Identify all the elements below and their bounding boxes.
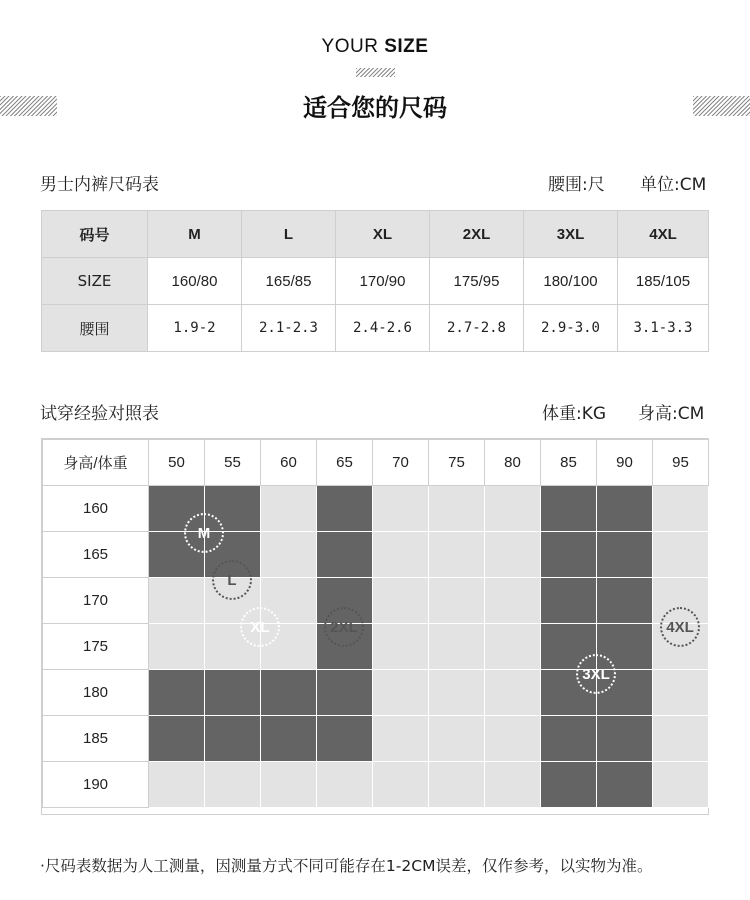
fit-cell-2xl — [485, 716, 541, 762]
fit-cell-xl — [317, 716, 373, 762]
fit-cell-2xl — [373, 624, 429, 670]
weight-header: 65 — [317, 440, 373, 486]
height-header: 180 — [43, 670, 149, 716]
fit-table-row — [43, 716, 709, 762]
fit-cell-2xl — [373, 670, 429, 716]
fit-cell-l — [149, 578, 205, 624]
fit-cell-l — [261, 624, 317, 670]
fit-table-title: 试穿经验对照表 — [40, 404, 159, 424]
fit-cell-3xl — [597, 762, 653, 808]
fit-cell-xl — [317, 670, 373, 716]
fit-cell-xl — [205, 716, 261, 762]
height-header: 170 — [43, 578, 149, 624]
fit-cell-l — [261, 578, 317, 624]
size-unit: 单位:CM — [640, 175, 707, 195]
fit-cell-2xl — [373, 578, 429, 624]
fit-cell-4xl — [653, 670, 709, 716]
fit-table-row — [43, 762, 709, 808]
size-badge-l: L — [212, 560, 252, 600]
height-header: 175 — [43, 624, 149, 670]
fit-cell-2xl — [429, 624, 485, 670]
fit-cell-2xl — [149, 762, 205, 808]
height-header: 165 — [43, 532, 149, 578]
size-col-header: 4XL — [618, 211, 709, 258]
size-cell: 165/85 — [242, 258, 336, 305]
fit-table — [42, 439, 709, 808]
fit-cell-3xl — [597, 624, 653, 670]
size-badge-4xl: 4XL — [660, 607, 700, 647]
fit-cell-3xl — [541, 762, 597, 808]
fit-cell-3xl — [597, 670, 653, 716]
fit-cell-2xl — [373, 716, 429, 762]
fit-cell-l — [149, 624, 205, 670]
fit-cell-3xl — [541, 532, 597, 578]
fit-cell-xl — [149, 716, 205, 762]
waist-cell: 3.1-3.3 — [618, 305, 709, 352]
fit-cell-2xl — [373, 532, 429, 578]
fit-cell-l — [205, 578, 261, 624]
fit-cell-m — [149, 532, 205, 578]
weight-header: 90 — [597, 440, 653, 486]
fit-cell-2xl — [373, 486, 429, 532]
size-table — [41, 210, 709, 352]
fit-cell-3xl — [541, 578, 597, 624]
size-col-header: 3XL — [524, 211, 618, 258]
height-header: 185 — [43, 716, 149, 762]
height-unit: 身高:CM — [638, 404, 705, 424]
fit-cell-3xl — [597, 716, 653, 762]
weight-header: 80 — [485, 440, 541, 486]
size-col-header: XL — [336, 211, 430, 258]
size-cell: 175/95 — [430, 258, 524, 305]
fit-cell-2xl — [429, 578, 485, 624]
fit-cell-4xl — [653, 532, 709, 578]
title-hatch-small — [356, 68, 395, 77]
size-cell: 185/105 — [618, 258, 709, 305]
footer-note: ·尺码表数据为人工测量，因测量方式不同可能存在1-2CM误差，仅作参考，以实物为准。 — [40, 857, 653, 875]
waist-cell: 2.4-2.6 — [336, 305, 430, 352]
fit-cell-xl — [261, 670, 317, 716]
fit-cell-4xl — [653, 624, 709, 670]
fit-cell-3xl — [541, 670, 597, 716]
fit-cell-2xl — [485, 670, 541, 716]
size-badge-m: M — [184, 513, 224, 553]
fit-cell-l — [261, 486, 317, 532]
size-table-title: 男士内裤尺码表 — [40, 175, 159, 195]
fit-cell-4xl — [653, 486, 709, 532]
fit-corner-label: 身高/体重 — [43, 440, 149, 486]
waist-cell: 1.9-2 — [148, 305, 242, 352]
weight-header: 55 — [205, 440, 261, 486]
weight-header: 60 — [261, 440, 317, 486]
fit-cell-xl — [205, 670, 261, 716]
fit-cell-3xl — [597, 532, 653, 578]
weight-unit: 体重:KG — [542, 404, 607, 424]
fit-table-row — [43, 624, 709, 670]
fit-cell-2xl — [485, 486, 541, 532]
fit-table-header — [43, 440, 709, 486]
fit-cell-l — [261, 532, 317, 578]
title-cn: 适合您的尺码 — [303, 94, 447, 122]
fit-cell-2xl — [485, 578, 541, 624]
fit-cell-4xl — [653, 716, 709, 762]
height-header: 160 — [43, 486, 149, 532]
waist-cell: 2.1-2.3 — [242, 305, 336, 352]
fit-cell-2xl — [429, 716, 485, 762]
size-row-header: 腰围 — [42, 305, 148, 352]
fit-cell-2xl — [429, 670, 485, 716]
fit-table-frame — [41, 438, 709, 815]
waist-cell: 2.7-2.8 — [430, 305, 524, 352]
fit-cell-2xl — [485, 624, 541, 670]
fit-cell-xl — [149, 670, 205, 716]
fit-cell-4xl — [653, 578, 709, 624]
waist-unit: 腰围:尺 — [548, 175, 605, 195]
size-col-header: M — [148, 211, 242, 258]
title-en — [0, 36, 750, 58]
size-col-header: L — [242, 211, 336, 258]
fit-cell-m — [205, 532, 261, 578]
fit-cell-2xl — [317, 762, 373, 808]
fit-cell-l — [205, 624, 261, 670]
size-table-header — [42, 211, 709, 258]
fit-cell-2xl — [429, 532, 485, 578]
fit-cell-xl — [317, 578, 373, 624]
weight-header: 95 — [653, 440, 709, 486]
fit-table-row — [43, 532, 709, 578]
weight-header: 75 — [429, 440, 485, 486]
size-col-header: 码号 — [42, 211, 148, 258]
size-table-row — [42, 305, 709, 352]
fit-cell-3xl — [541, 486, 597, 532]
fit-cell-2xl — [429, 486, 485, 532]
fit-cell-3xl — [541, 716, 597, 762]
fit-cell-2xl — [485, 762, 541, 808]
size-cell: 170/90 — [336, 258, 430, 305]
fit-cell-2xl — [205, 762, 261, 808]
size-badge-xl: XL — [240, 607, 280, 647]
weight-header: 85 — [541, 440, 597, 486]
fit-cell-xl — [317, 624, 373, 670]
size-table-row — [42, 258, 709, 305]
fit-cell-xl — [261, 716, 317, 762]
fit-cell-3xl — [597, 486, 653, 532]
size-badge-2xl: 2XL — [324, 607, 364, 647]
size-cell: 180/100 — [524, 258, 618, 305]
fit-cell-2xl — [261, 762, 317, 808]
fit-cell-xl — [317, 486, 373, 532]
fit-table-row — [43, 486, 709, 532]
fit-cell-2xl — [373, 762, 429, 808]
weight-header: 50 — [149, 440, 205, 486]
fit-cell-2xl — [429, 762, 485, 808]
title-en-bold: SIZE — [384, 36, 429, 57]
fit-table-row — [43, 670, 709, 716]
fit-cell-3xl — [597, 578, 653, 624]
fit-cell-3xl — [541, 624, 597, 670]
size-cell: 160/80 — [148, 258, 242, 305]
fit-cell-4xl — [653, 762, 709, 808]
fit-table-row — [43, 578, 709, 624]
height-header: 190 — [43, 762, 149, 808]
fit-cell-m — [205, 486, 261, 532]
waist-cell: 2.9-3.0 — [524, 305, 618, 352]
size-badge-3xl: 3XL — [576, 654, 616, 694]
size-col-header: 2XL — [430, 211, 524, 258]
title-en-light: YOUR — [321, 36, 379, 57]
weight-header: 70 — [373, 440, 429, 486]
fit-cell-2xl — [485, 532, 541, 578]
fit-cell-xl — [317, 532, 373, 578]
fit-cell-m — [149, 486, 205, 532]
size-row-header: SIZE — [42, 258, 148, 305]
